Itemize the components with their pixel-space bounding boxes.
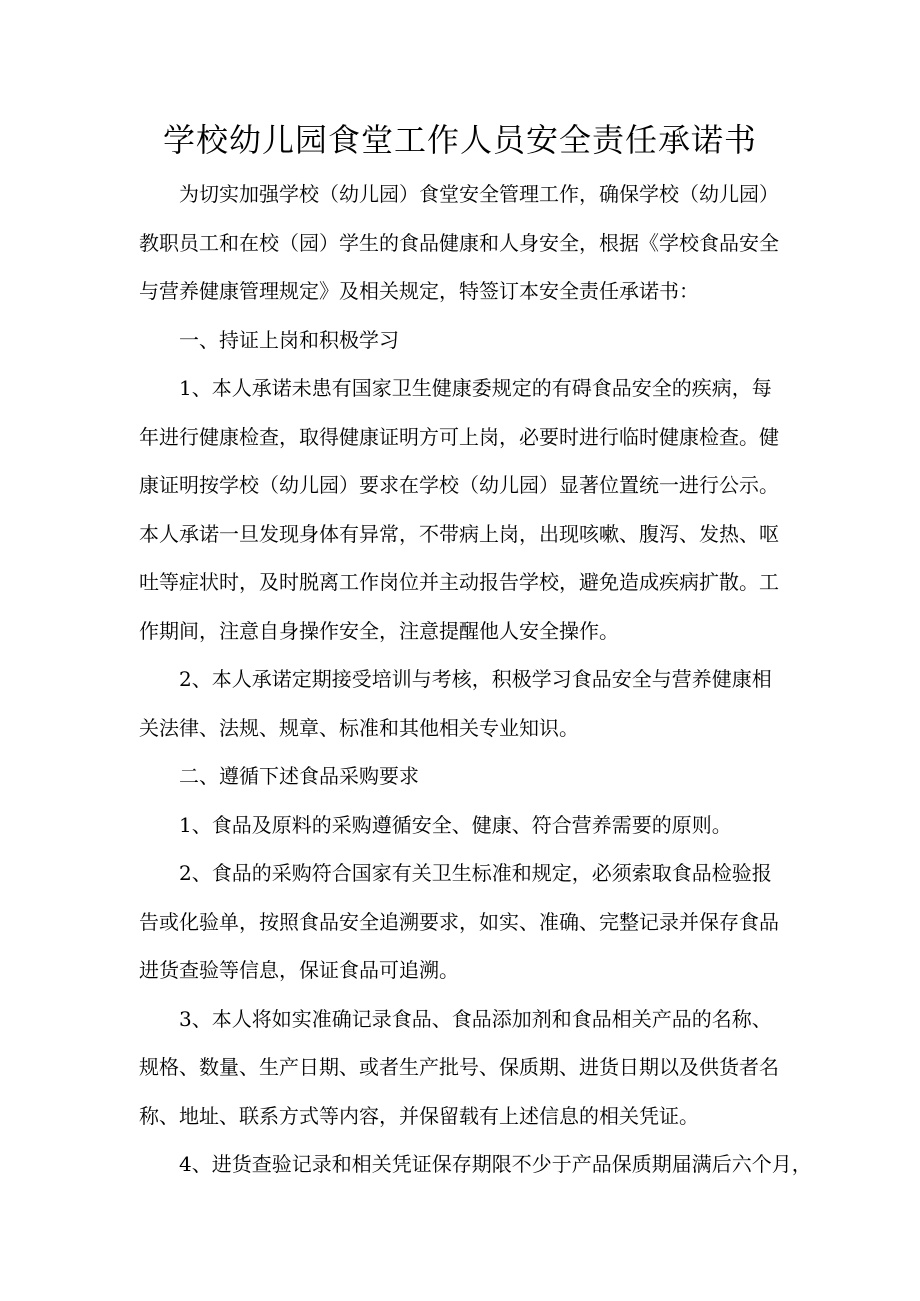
text-line: 教职员工和在校（园）学生的食品健康和人身安全，根据《学校食品安全 [139, 230, 779, 255]
text-line: 3、本人将如实准确记录食品、食品添加剂和食品相关产品的名称、 [179, 1006, 772, 1031]
section2-item4-paragraph [139, 1140, 812, 1189]
text-line: 本人承诺一旦发现身体有异常，不带病上岗，出现咳嗽、腹泻、发热、呕 [139, 521, 779, 546]
text-line: 2、食品的采购符合国家有关卫生标准和规定，必须索取食品检验报 [179, 861, 772, 885]
text-line: 作期间，注意自身操作安全，注意提醒他人安全操作。 [139, 618, 619, 643]
section2-item3-paragraph [139, 995, 799, 1141]
section1-item2-paragraph [139, 655, 799, 752]
text-line: 康证明按学校（幼儿园）要求在学校（幼儿园）显著位置统一进行公示。 [139, 473, 779, 497]
section-heading-2: 二、遵循下述食品采购要求 [179, 764, 419, 788]
text-line: 告或化验单，按照食品安全追溯要求，如实、准确、完整记录并保存食品 [139, 909, 779, 934]
text-line: 1、本人承诺未患有国家卫生健康委规定的有碍食品安全的疾病，每 [179, 376, 772, 400]
text-line: 与营养健康管理规定》及相关规定，特签订本安全责任承诺书： [139, 279, 699, 303]
text-line: 1、食品及原料的采购遵循安全、健康、符合营养需要的原则。 [179, 812, 732, 837]
text-line: 年进行健康检查，取得健康证明方可上岗，必要时进行临时健康检查。健 [139, 424, 779, 449]
text-line: 关法律、法规、规章、标准和其他相关专业知识。 [139, 715, 579, 740]
text-line: 为切实加强学校（幼儿园）食堂安全管理工作，确保学校（幼儿园） [179, 182, 779, 206]
text-line: 规格、数量、生产日期、或者生产批号、保质期、进货日期以及供货者名 [139, 1055, 779, 1079]
intro-paragraph [139, 170, 799, 316]
document-title: 学校幼儿园食堂工作人员安全责任承诺书 [162, 121, 757, 159]
section1-item1-paragraph [139, 364, 799, 655]
section2-item1-paragraph [139, 801, 799, 850]
text-line: 进货查验等信息，保证食品可追溯。 [139, 958, 459, 982]
text-line: 称、地址、联系方式等内容，并保留载有上述信息的相关凭证。 [139, 1103, 699, 1128]
text-line: 4、进货查验记录和相关凭证保存期限不少于产品保质期届满后六个月， [179, 1152, 812, 1176]
document-body [139, 170, 812, 1189]
text-line: 2、本人承诺定期接受培训与考核，积极学习食品安全与营养健康相 [179, 667, 772, 691]
text-line: 吐等症状时，及时脱离工作岗位并主动报告学校，避免造成疾病扩散。工 [139, 570, 779, 594]
section-heading-1: 一、持证上岗和积极学习 [179, 327, 399, 352]
section2-item2-paragraph [139, 849, 799, 995]
